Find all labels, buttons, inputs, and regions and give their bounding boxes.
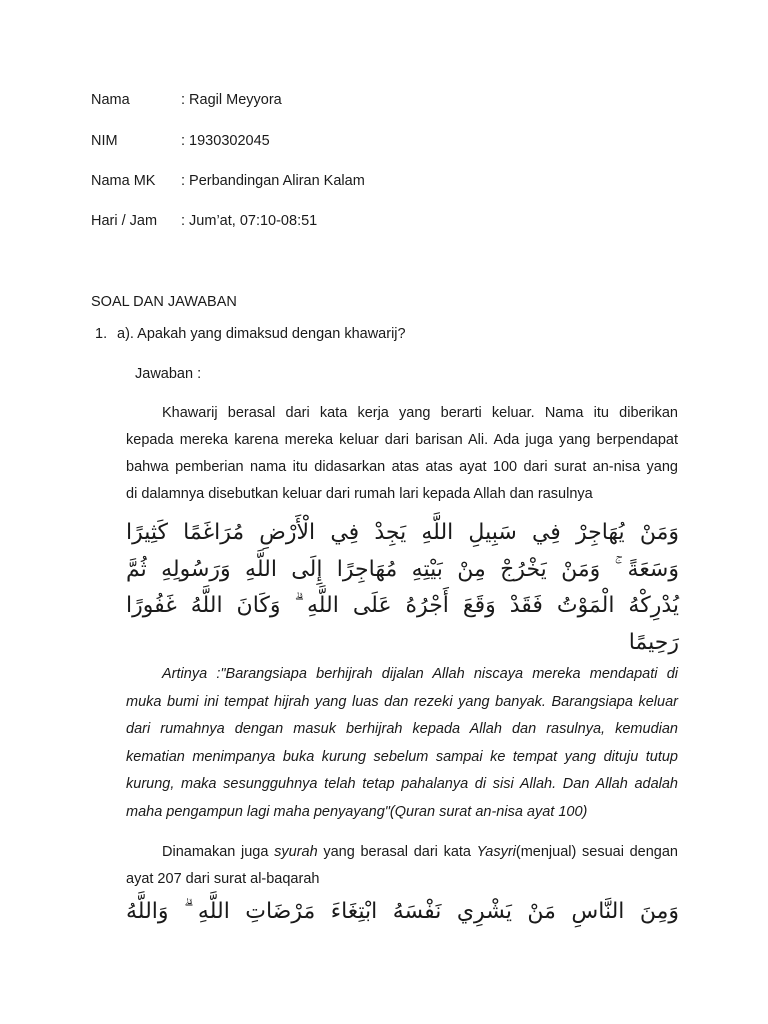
jam-label: Hari / Jam [91,213,158,229]
nim-value: : 1930302045 [181,133,270,149]
translation-line: Artinya :"Barangsiapa berhijrah dijalan Allah niscaya mereka mendapati di [162,666,678,682]
paragraph-line: di dalamnya disebutkan keluar dari rumah lari kepada Allah dan rasulnya [126,486,593,502]
arabic-line: وَسَعَةً ۚ وَمَنْ يَخْرُجْ مِنْ بَيْتِهِ مُهَاجِرًا إِلَى اللَّهِ وَرَسُولِهِ ثُمَّ [126,556,679,582]
translation-line: muka bumi ini tempat hijrah yang luas dan rezeki yang banyak. Barangsiapa keluar [126,693,678,710]
section-title: SOAL DAN JAWABAN [91,294,237,310]
answer-label: Jawaban : [135,366,202,382]
paragraph-text: yang berasal dari kata [317,844,477,860]
paragraph-text: Dinamakan juga [162,844,275,860]
question-number: 1. [95,326,108,342]
paragraph-line: kepada mereka karena mereka keluar dari barisan Ali. Ada juga yang berpendapat [126,432,678,448]
paragraph-line: bahwa pemberian nama itu didasarkan atas atas ayat 100 dari surat an-nisa yang [126,459,678,475]
nama-value: : Ragil Meyyora [181,92,282,108]
arabic-line: رَحِيمًا [628,629,679,655]
paragraph-syurah [126,839,678,893]
term-yasyri: Yasyri [476,844,516,860]
mk-value: : Perbandingan Aliran Kalam [181,173,365,189]
jam-value: : Jum’at, 07:10-08:51 [181,213,318,229]
translation-an-nisa-100 [126,661,678,826]
arabic-verse-al-baqarah-207 [126,894,679,931]
translation-line: kurung, maka sesungguhnya telah tetap pahalanya di sisi Allah. Dan Allah adalah [126,776,678,792]
paragraph-line: ayat 207 dari surat al-baqarah [126,871,320,887]
paragraph-line: Khawarij berasal dari kata kerja yang berarti keluar. Nama itu diberikan [162,405,678,421]
arabic-line: وَمَنْ يُهَاجِرْ فِي سَبِيلِ اللَّهِ يَجِدْ فِي الْأَرْضِ مُرَاغَمًا كَثِيرًا [126,520,679,545]
arabic-line: وَمِنَ النَّاسِ مَنْ يَشْرِي نَفْسَهُ ابْتِغَاءَ مَرْضَاتِ اللَّهِ ۗ وَاللَّهُ [126,899,679,924]
translation-line: kematian menimpanya buka kurung sebelum sampai ke tempat yang dituju tutup [126,748,678,765]
translation-line: maha pengampun lagi maha penyayang"(Quran surat an-nisa ayat 100) [126,803,588,820]
nama-label: Nama [91,92,130,108]
mk-label: Nama MK [91,173,156,189]
translation-line: dari rumahnya dengan masuk berhijrah kepada Allah dan rasulnya, kemudian [126,721,678,737]
nim-label: NIM [91,133,118,149]
paragraph-text: (menjual) sesuai dengan [515,844,678,860]
term-syurah: syurah [274,844,318,860]
arabic-line: يُدْرِكْهُ الْمَوْتُ فَقَدْ وَقَعَ أَجْرُهُ عَلَى اللَّهِ ۗ وَكَانَ اللَّهُ غَفُورًا [126,593,679,618]
paragraph-khawarij [126,400,678,508]
paragraph-line [126,839,678,866]
arabic-verse-an-nisa-100 [126,515,679,661]
question-text: a). Apakah yang dimaksud dengan khawarij? [117,326,406,342]
